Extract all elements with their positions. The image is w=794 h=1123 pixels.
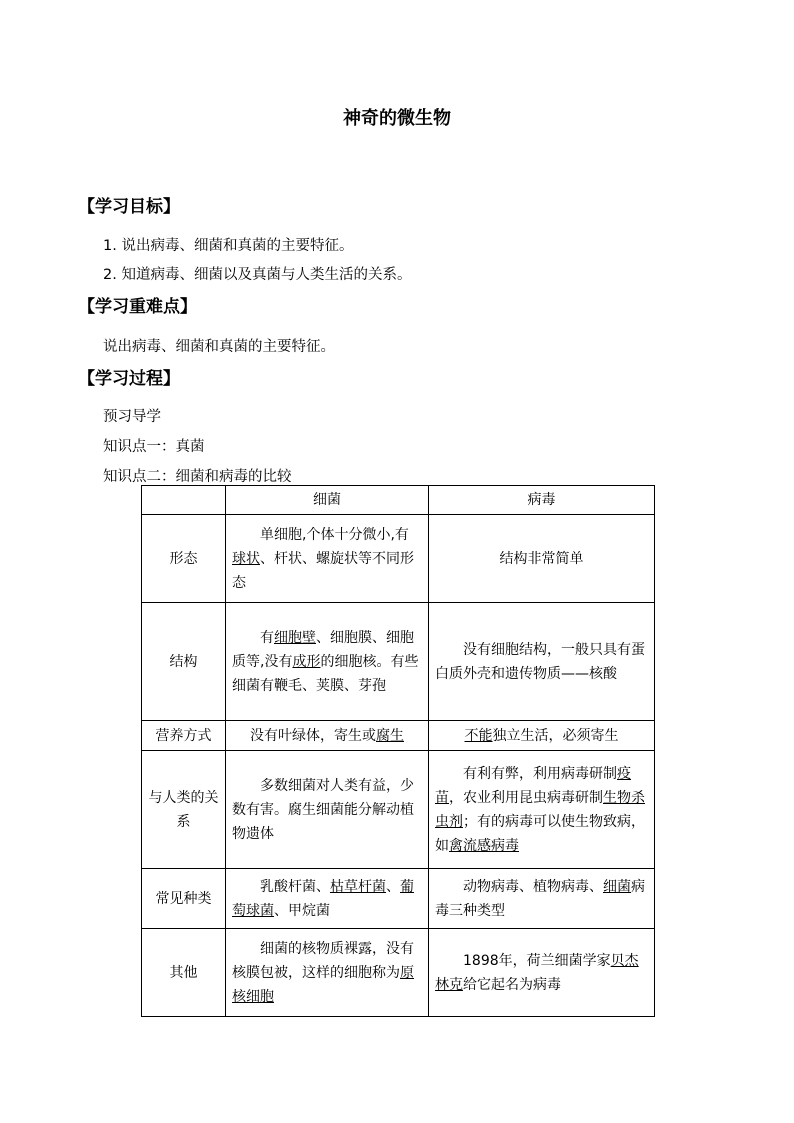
cell-text: 、 bbox=[386, 878, 400, 895]
process-line: 知识点一：真菌 bbox=[103, 439, 205, 455]
table-row bbox=[142, 929, 655, 1017]
cell-text: 动物病毒、植物病毒、 bbox=[463, 878, 603, 895]
bacteria-cell bbox=[226, 515, 429, 603]
bacteria-cell bbox=[226, 869, 429, 929]
table-row bbox=[142, 603, 655, 721]
cell-text: 细菌的核物质裸露，没有核膜包被，这样的细胞称为 bbox=[232, 940, 414, 981]
process-line: 预习导学 bbox=[103, 409, 161, 425]
goal-item: 2. 知道病毒、细菌以及真菌与人类生活的关系。 bbox=[103, 267, 412, 283]
table-header-row bbox=[142, 486, 655, 515]
underlined-term: 球状 bbox=[232, 550, 260, 567]
cell-text: 乳酸杆菌、 bbox=[260, 878, 330, 895]
virus-cell bbox=[429, 721, 655, 751]
underlined-term: 疫苗 bbox=[435, 765, 631, 806]
cell-text: 、杆状、螺旋状等不同形态 bbox=[232, 550, 414, 591]
cell-text: 给它起名为病毒 bbox=[463, 976, 561, 993]
cell-text: ，农业利用昆虫病毒研制 bbox=[449, 789, 603, 806]
cell-text: 有利有弊，利用病毒研制 bbox=[463, 765, 617, 782]
goal-item: 1. 说出病毒、细菌和真菌的主要特征。 bbox=[103, 238, 354, 254]
underlined-term: 葡萄球菌 bbox=[232, 878, 414, 919]
underlined-term: 贝杰林克 bbox=[435, 952, 639, 993]
cell-text: 没有叶绿体，寄生或 bbox=[250, 727, 376, 744]
row-label: 其他 bbox=[142, 929, 226, 1017]
underlined-term: 细菌 bbox=[603, 878, 631, 895]
cell-text: 、细胞膜、细胞质等,没有 bbox=[232, 629, 414, 670]
underlined-term: 禽流感病毒 bbox=[449, 837, 519, 854]
underlined-term: 原核细胞 bbox=[232, 964, 414, 1005]
bacteria-cell bbox=[226, 721, 429, 751]
process-line: 知识点二：细菌和病毒的比较 bbox=[103, 469, 292, 485]
cell-text: 单细胞,个体十分微小,有 bbox=[260, 526, 409, 543]
bacteria-cell bbox=[226, 929, 429, 1017]
page-title: 神奇的微生物 bbox=[343, 108, 451, 129]
underlined-term: 枯草杆菌 bbox=[330, 878, 386, 895]
virus-cell: 没有细胞结构，一般只具有蛋白质外壳和遗传物质——核酸 bbox=[429, 603, 655, 721]
goals-heading: 【学习目标】 bbox=[78, 197, 180, 217]
row-label: 形态 bbox=[142, 515, 226, 603]
underlined-term: 细胞壁 bbox=[274, 629, 316, 646]
cell-text: 、甲烷菌 bbox=[274, 902, 330, 919]
row-label: 营养方式 bbox=[142, 721, 226, 751]
table-row bbox=[142, 751, 655, 869]
virus-cell: 结构非常简单 bbox=[429, 515, 655, 603]
row-label: 常见种类 bbox=[142, 869, 226, 929]
key-points-heading: 【学习重难点】 bbox=[78, 297, 197, 317]
cell-text: 的细胞核。有些细菌有鞭毛、荚膜、芽孢 bbox=[232, 653, 419, 694]
bacteria-cell bbox=[226, 603, 429, 721]
cell-text: 有 bbox=[260, 629, 274, 646]
underlined-term: 成形 bbox=[292, 653, 321, 670]
underlined-term: 腐生 bbox=[376, 727, 404, 744]
header-cell: 细菌 bbox=[226, 486, 429, 515]
table-row bbox=[142, 721, 655, 751]
comparison-table bbox=[141, 485, 655, 1017]
bacteria-cell: 多数细菌对人类有益，少数有害。腐生细菌能分解动植物遗体 bbox=[226, 751, 429, 869]
cell-text: 病毒三种类型 bbox=[435, 878, 645, 919]
virus-cell bbox=[429, 929, 655, 1017]
underlined-term: 生物杀虫剂 bbox=[435, 789, 645, 830]
key-points-text: 说出病毒、细菌和真菌的主要特征。 bbox=[103, 339, 335, 355]
cell-text: 独立生活，必须寄生 bbox=[492, 727, 619, 744]
process-heading: 【学习过程】 bbox=[78, 369, 180, 389]
underlined-term: 不能 bbox=[464, 727, 493, 744]
row-label: 与人类的关系 bbox=[142, 751, 226, 869]
cell-text: ；有的病毒可以使生物致病，如 bbox=[435, 813, 645, 854]
cell-text: 1898年，荷兰细菌学家 bbox=[463, 952, 611, 969]
table-row bbox=[142, 515, 655, 603]
table-row bbox=[142, 869, 655, 929]
header-cell bbox=[142, 486, 226, 515]
virus-cell bbox=[429, 869, 655, 929]
row-label: 结构 bbox=[142, 603, 226, 721]
header-cell: 病毒 bbox=[429, 486, 655, 515]
virus-cell bbox=[429, 751, 655, 869]
